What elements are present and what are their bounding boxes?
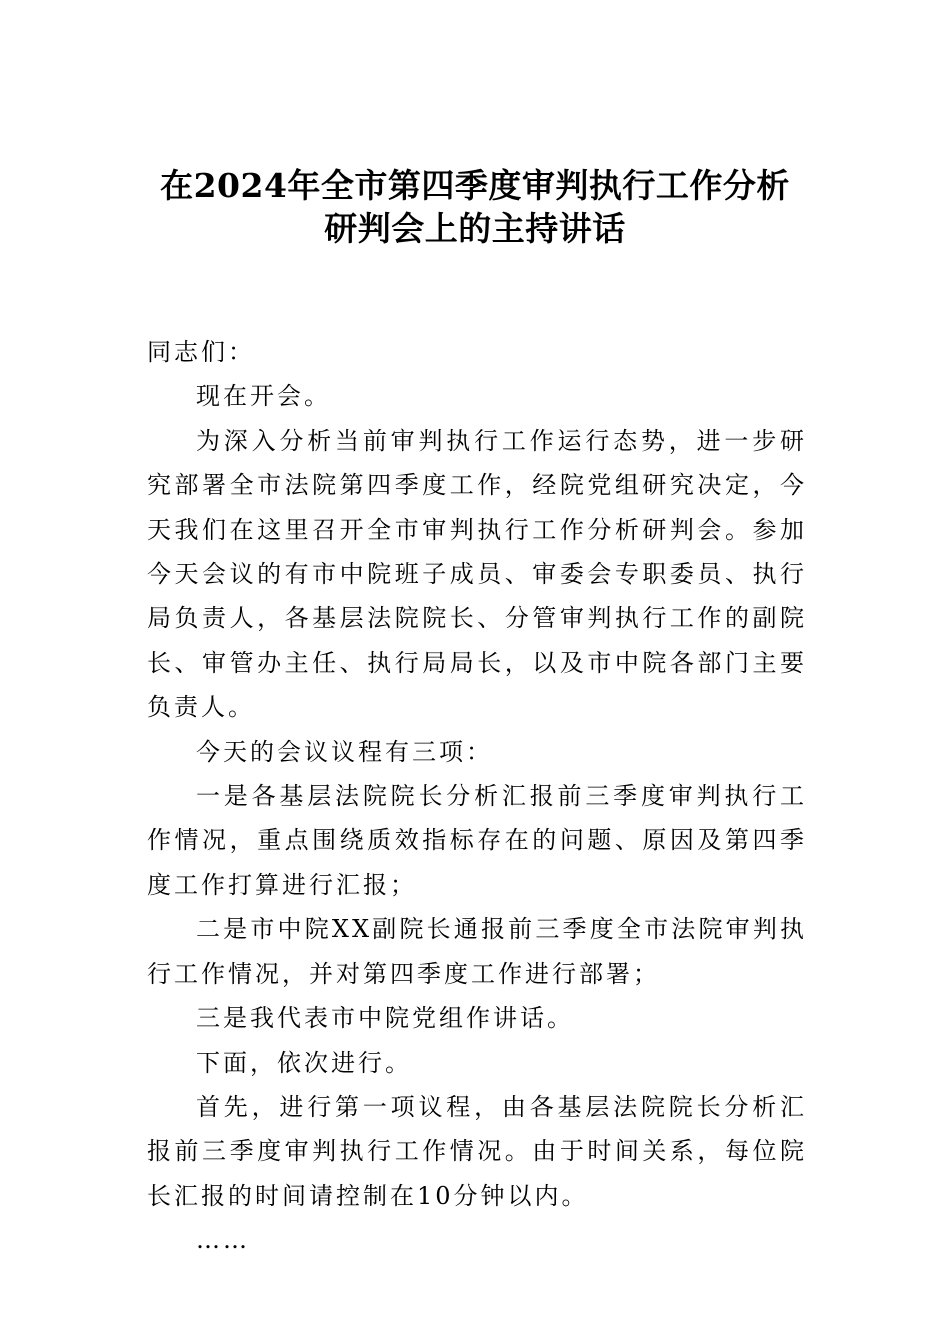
paragraph-ellipsis: …… (196, 1226, 250, 1255)
paragraph-agenda-item-1: 一是各基层法院院长分析汇报前三季度审判执行工作情况，重点围绕质效指标存在的问题、原因及第四季度工作打算进行汇报； (147, 782, 807, 899)
paragraph-opening: 现在开会。 (196, 382, 331, 411)
document-body (147, 330, 807, 1263)
document-title-line-1: 在2024年全市第四季度审判执行工作分析 (160, 166, 790, 205)
paragraph-agenda-item-3: 三是我代表市中院党组作讲话。 (196, 1004, 574, 1033)
paragraph-agenda-intro: 今天的会议议程有三项： (196, 737, 493, 766)
salutation: 同志们： (147, 338, 255, 366)
paragraph-agenda-item-2: 二是市中院XX副院长通报前三季度全市法院审判执行工作情况，并对第四季度工作进行部署； (147, 915, 807, 988)
paragraph-proceed: 下面，依次进行。 (196, 1048, 412, 1077)
paragraph-purpose: 为深入分析当前审判执行工作运行态势，进一步研究部署全市法院第四季度工作，经院党组研究决定，今天我们在这里召开全市审判执行工作分析研判会。参加今天会议的有市中院班子成员、审委会专职委员、执行局负责人，各基层法院院长、分管审判执行工作的副院长、审管办主任、执行局局长，以及市中院各部门主要负责人。 (147, 426, 807, 722)
paragraph-first-item: 首先，进行第一项议程，由各基层法院院长分析汇报前三季度审判执行工作情况。由于时间关系，每位院长汇报的时间请控制在10分钟以内。 (147, 1092, 807, 1210)
document-title-line-2: 研判会上的主持讲话 (324, 209, 626, 248)
